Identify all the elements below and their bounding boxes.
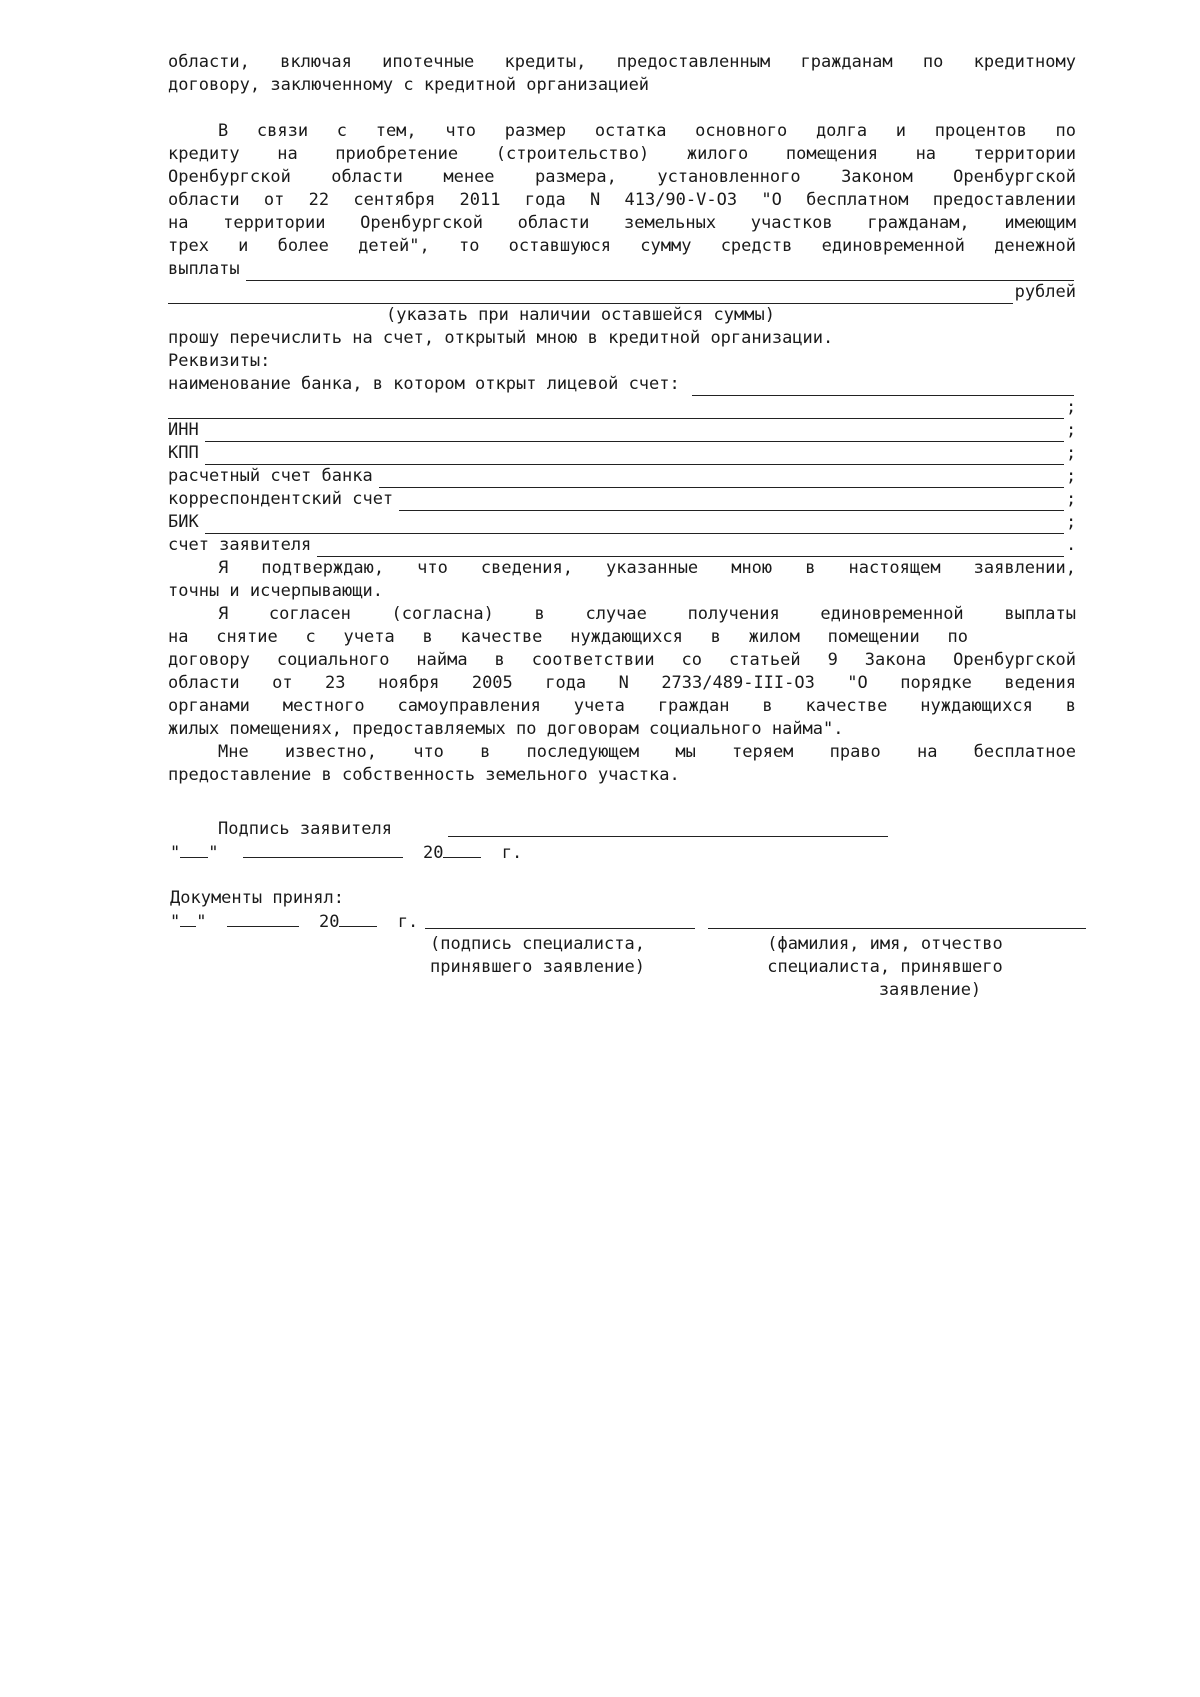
bank-name-field[interactable] <box>692 379 1074 396</box>
aware-line: предоставление в собственность земельного участка. <box>168 765 680 785</box>
requisites-block <box>168 350 1076 557</box>
quote-open: " <box>170 912 181 932</box>
rubles-row <box>168 281 1076 304</box>
signature-day-field[interactable] <box>180 841 208 858</box>
payment-amount-row <box>168 258 1076 281</box>
caption-line: заявление) <box>878 980 982 1000</box>
specialist-name-field[interactable] <box>708 928 1086 929</box>
kpp-label: КПП <box>168 443 199 463</box>
accepted-day-field[interactable] <box>180 910 196 927</box>
paragraph-line: Оренбургской области менее размера, установленного Законом Оренбургской <box>168 167 1076 187</box>
semicolon: ; <box>1066 420 1077 440</box>
amount-hint: (указать при наличии оставшейся суммы) <box>386 305 775 325</box>
caption-line: (подпись специалиста, <box>430 934 645 954</box>
accepted-month-field[interactable] <box>227 910 299 927</box>
bank-name-row <box>168 373 1076 396</box>
bank-name-row-cont <box>168 396 1076 419</box>
consent-line: области от 23 ноября 2005 года N 2733/489-III-ОЗ "О порядке ведения <box>168 673 1076 693</box>
semicolon: ; <box>1066 397 1077 417</box>
quote-close: " <box>208 843 219 863</box>
accepted-year-field[interactable] <box>339 910 377 927</box>
signature-year-field[interactable] <box>443 841 481 858</box>
payment-amount-field-cont[interactable] <box>168 287 1013 304</box>
accepted-date <box>170 910 418 934</box>
payment-amount-field[interactable] <box>246 264 1074 281</box>
settlement-account-row <box>168 465 1076 488</box>
inn-label: ИНН <box>168 420 199 440</box>
caption-line: принявшего заявление) <box>430 957 645 977</box>
kpp-field[interactable] <box>205 448 1064 465</box>
rubles-label: рублей <box>1014 282 1076 302</box>
applicant-signature-field[interactable] <box>448 836 888 837</box>
paragraph-remaining-debt <box>168 120 1076 350</box>
bik-field[interactable] <box>205 517 1064 534</box>
applicant-account-label: счет заявителя <box>168 535 312 555</box>
consent-line: жилых помещениях, предоставляемых по договорам социального найма". <box>168 719 844 739</box>
bank-name-field-cont[interactable] <box>168 402 1064 419</box>
paragraph-line: В связи с тем, что размер остатка основного долга и процентов по <box>218 121 1076 141</box>
applicant-signature-label: Подпись заявителя <box>218 819 392 839</box>
intro-block <box>168 51 1076 97</box>
consent-line: на снятие с учета в качестве нуждающихся в жилом помещении по <box>168 627 968 647</box>
kpp-row <box>168 442 1076 465</box>
payment-label: выплаты <box>168 259 240 279</box>
aware-line: Мне известно, что в последующем мы теряем право на бесплатное <box>218 742 1076 762</box>
caption-line: (фамилия, имя, отчество <box>767 934 1003 954</box>
applicant-account-field[interactable] <box>317 540 1064 557</box>
semicolon: ; <box>1066 466 1077 486</box>
paragraph-line: на территории Оренбургской области земельных участков гражданам, имеющим <box>168 213 1076 233</box>
signature-date <box>170 841 522 865</box>
requisites-title: Реквизиты: <box>168 351 271 371</box>
applicant-account-row <box>168 534 1076 557</box>
consent-line: договору социального найма в соответствии со статьей 9 Закона Оренбургской <box>168 650 1076 670</box>
specialist-signature-caption <box>430 933 645 979</box>
accepted-year-suffix: г. <box>397 912 419 932</box>
specialist-signature-field[interactable] <box>425 928 695 929</box>
consent-line: Я согласен (согласна) в случае получения единовременной выплаты <box>218 604 1076 624</box>
paragraph-line: области от 22 сентября 2011 года N 413/90-V-ОЗ "О бесплатном предоставлении <box>168 190 1076 210</box>
caption-line: специалиста, принявшего <box>767 957 1003 977</box>
settlement-account-label: расчетный счет банка <box>168 466 373 486</box>
intro-line: области, включая ипотечные кредиты, предоставленным гражданам по кредитному <box>168 52 1076 72</box>
corr-account-row <box>168 488 1076 511</box>
semicolon: ; <box>1066 512 1077 532</box>
accepted-year-prefix: 20 <box>319 912 340 932</box>
bik-row <box>168 511 1076 534</box>
quote-close: " <box>196 912 207 932</box>
signature-year-prefix: 20 <box>423 843 444 863</box>
corr-account-field[interactable] <box>399 494 1064 511</box>
inn-row <box>168 419 1076 442</box>
semicolon: ; <box>1066 443 1077 463</box>
bik-label: БИК <box>168 512 199 532</box>
signature-month-field[interactable] <box>243 841 403 858</box>
confirm-line: Я подтверждаю, что сведения, указанные мною в настоящем заявлении, <box>218 558 1076 578</box>
period: . <box>1066 535 1077 555</box>
settlement-account-field[interactable] <box>379 471 1064 488</box>
specialist-name-caption <box>745 933 1025 1002</box>
inn-field[interactable] <box>205 425 1064 442</box>
statements-block <box>168 557 1076 787</box>
semicolon: ; <box>1066 489 1077 509</box>
consent-line: органами местного самоуправления учета граждан в качестве нуждающихся в <box>168 696 1076 716</box>
confirm-line: точны и исчерпывающи. <box>168 581 383 601</box>
signature-year-suffix: г. <box>501 843 523 863</box>
paragraph-line: кредиту на приобретение (строительство) жилого помещения на территории <box>168 144 1076 164</box>
request-line: прошу перечислить на счет, открытый мною в кредитной организации. <box>168 328 834 348</box>
corr-account-label: корреспондентский счет <box>168 489 394 509</box>
accepted-label: Документы принял: <box>170 888 344 908</box>
quote-open: " <box>170 843 181 863</box>
paragraph-line: трех и более детей", то оставшуюся сумму средств единовременной денежной <box>168 236 1076 256</box>
bank-name-label: наименование банка, в котором открыт лицевой счет: <box>168 374 680 394</box>
intro-line: договору, заключенному с кредитной организацией <box>168 75 650 95</box>
